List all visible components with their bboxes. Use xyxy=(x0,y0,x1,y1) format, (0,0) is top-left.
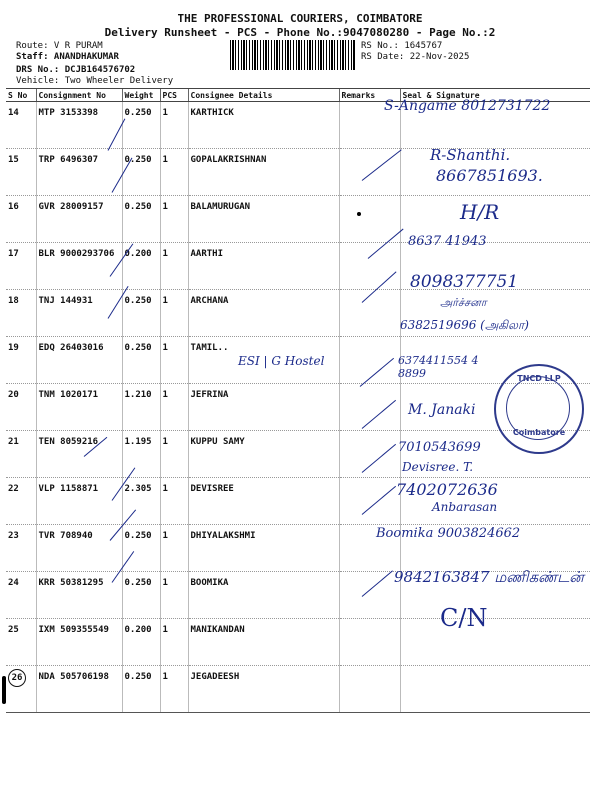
cell-sno: 16 xyxy=(6,196,36,243)
cell-weight: 0.250 xyxy=(122,666,160,713)
cell-pcs: 1 xyxy=(160,478,188,525)
cell-remarks xyxy=(339,196,400,243)
cell-sno: 18 xyxy=(6,290,36,337)
cell-consignee: AARTHI xyxy=(188,243,339,290)
handwriting-row-14: S-Angame 8012731722 xyxy=(384,98,551,114)
handwriting-row-25: 9842163847 மணிகண்டன் xyxy=(394,568,584,586)
handwriting-row-18-name: அர்ச்சனா xyxy=(440,296,487,309)
cell-pcs: 1 xyxy=(160,149,188,196)
cell-consignment: NDA 505706198 xyxy=(36,666,122,713)
cell-sno: 21 xyxy=(6,431,36,478)
handwriting-row-19: 6382519696 (அகிலா) xyxy=(400,318,529,332)
cell-remarks xyxy=(339,666,400,713)
cell-weight: 1.210 xyxy=(122,384,160,431)
cell-weight: 0.250 xyxy=(122,196,160,243)
cell-weight: 2.305 xyxy=(122,478,160,525)
cell-weight: 0.250 xyxy=(122,149,160,196)
cell-pcs: 1 xyxy=(160,196,188,243)
cell-remarks xyxy=(339,149,400,196)
cell-consignee: KUPPU SAMY xyxy=(188,431,339,478)
scan-mark xyxy=(2,676,6,704)
rs-number: RS No.: 1645767 xyxy=(361,41,443,51)
cell-consignee: JEGADEESH xyxy=(188,666,339,713)
handwriting-row-21: M. Janaki xyxy=(408,402,476,418)
cell-weight: 0.250 xyxy=(122,102,160,149)
cell-consignment: KRR 50381295 xyxy=(36,572,122,619)
cell-pcs: 1 xyxy=(160,525,188,572)
cell-sno: 17 xyxy=(6,243,36,290)
vehicle-label: Vehicle: Two Wheeler Delivery xyxy=(16,76,174,86)
col-consignee: Consignee Details xyxy=(188,89,339,102)
cell-sno xyxy=(6,666,36,713)
col-remarks: Remarks xyxy=(339,89,400,102)
cell-pcs: 1 xyxy=(160,243,188,290)
table-row xyxy=(6,666,590,713)
company-title: THE PROFESSIONAL COURIERS, COIMBATORE xyxy=(177,12,423,25)
cell-consignee: BOOMIKA xyxy=(188,572,339,619)
cell-signature xyxy=(400,619,590,666)
cell-consignee: MANIKANDAN xyxy=(188,619,339,666)
col-consignment: Consignment No xyxy=(36,89,122,102)
cell-signature xyxy=(400,666,590,713)
cell-sno: 24 xyxy=(6,572,36,619)
cell-remarks xyxy=(339,290,400,337)
handwriting-row-24: Boomika 9003824662 xyxy=(376,526,521,541)
cell-pcs: 1 xyxy=(160,619,188,666)
cell-consignee: BALAMURUGAN xyxy=(188,196,339,243)
handwriting-row-26: C/N xyxy=(440,604,488,632)
cell-consignment: MTP 3153398 xyxy=(36,102,122,149)
handwriting-row-15-name: R-Shanthi. xyxy=(430,146,511,164)
cell-sno: 25 xyxy=(6,619,36,666)
handwriting-row-15-phone: 8667851693. xyxy=(436,166,543,185)
handwriting-row-17: 8637 41943 xyxy=(408,234,487,249)
col-pcs: PCS xyxy=(160,89,188,102)
cell-sno: 23 xyxy=(6,525,36,572)
circled-sno: 26 xyxy=(8,669,26,687)
table-row xyxy=(6,431,590,478)
cell-consignment: GVR 28009157 xyxy=(36,196,122,243)
cell-consignee: TAMIL.. xyxy=(188,337,339,384)
cell-weight: 0.200 xyxy=(122,243,160,290)
cell-weight: 0.250 xyxy=(122,525,160,572)
cell-remarks xyxy=(339,619,400,666)
barcode xyxy=(230,40,356,70)
stamp-top-text: TNCD LLP xyxy=(517,374,561,383)
cell-consignment: TNM 1020171 xyxy=(36,384,122,431)
cell-consignment: TNJ 144931 xyxy=(36,290,122,337)
cell-pcs: 1 xyxy=(160,666,188,713)
handwriting-row-20-remark: ESI | G Hostel xyxy=(238,354,325,368)
handwriting-row-16: H/R xyxy=(460,200,500,224)
cell-pcs: 1 xyxy=(160,384,188,431)
col-sno: S No xyxy=(6,89,36,102)
handwriting-row-22-name: Devisree. T. xyxy=(402,460,474,474)
cell-remarks xyxy=(339,384,400,431)
drs-label: DRS No.: DCJB164576702 xyxy=(16,65,136,75)
cell-consignee: DEVISREE xyxy=(188,478,339,525)
cell-consignment: TVR 708940 xyxy=(36,525,122,572)
cell-remarks xyxy=(339,431,400,478)
handwriting-row-23-phone: 7402072636 xyxy=(396,480,498,499)
table-row xyxy=(6,619,590,666)
table-row xyxy=(6,478,590,525)
cell-pcs: 1 xyxy=(160,337,188,384)
cell-weight: 1.195 xyxy=(122,431,160,478)
cell-consignment: BLR 9000293706 xyxy=(36,243,122,290)
rs-date: RS Date: 22-Nov-2025 xyxy=(361,52,470,62)
col-weight: Weight xyxy=(122,89,160,102)
cell-pcs: 1 xyxy=(160,572,188,619)
cell-consignment: IXM 509355549 xyxy=(36,619,122,666)
cell-consignment: EDQ 26403016 xyxy=(36,337,122,384)
cell-consignee: KARTHICK xyxy=(188,102,339,149)
handwriting-row-18-phone: 8098377751 xyxy=(410,272,519,292)
cell-sno: 15 xyxy=(6,149,36,196)
cell-weight: 0.250 xyxy=(122,337,160,384)
cell-consignment: VLP 1158871 xyxy=(36,478,122,525)
cell-pcs: 1 xyxy=(160,431,188,478)
handwriting-row-23-name: Anbarasan xyxy=(432,500,498,514)
route-label: Route: V R PURAM xyxy=(16,41,103,51)
cell-sno: 14 xyxy=(6,102,36,149)
cell-weight: 0.200 xyxy=(122,619,160,666)
staff-label: Staff: ANANDHAKUMAR xyxy=(16,52,119,62)
table-row xyxy=(6,196,590,243)
cell-sno: 22 xyxy=(6,478,36,525)
cell-consignee: JEFRINA xyxy=(188,384,339,431)
cell-pcs: 1 xyxy=(160,290,188,337)
cell-consignment: TEN 8059216 xyxy=(36,431,122,478)
cell-remarks xyxy=(339,243,400,290)
cell-remarks xyxy=(339,572,400,619)
cell-weight: 0.250 xyxy=(122,572,160,619)
cell-weight: 0.250 xyxy=(122,290,160,337)
col-signature: Seal & Signature xyxy=(400,89,590,102)
cell-consignee: ARCHANA xyxy=(188,290,339,337)
runsheet-subtitle: Delivery Runsheet - PCS - Phone No.:9047080280 - Page No.:2 xyxy=(104,26,496,39)
stamp-bottom-text: Coimbatore xyxy=(512,428,566,437)
cell-sno: 19 xyxy=(6,337,36,384)
cell-pcs: 1 xyxy=(160,102,188,149)
cell-consignee: DHIYALAKSHMI xyxy=(188,525,339,572)
cell-consignment: TRP 6496307 xyxy=(36,149,122,196)
ink-dot xyxy=(357,212,361,216)
handwriting-row-22-phone: 7010543699 xyxy=(398,440,481,455)
cell-sno: 20 xyxy=(6,384,36,431)
handwriting-row-20: 6374411554 4 8899 xyxy=(398,354,479,380)
cell-consignee: GOPALAKRISHNAN xyxy=(188,149,339,196)
cell-remarks xyxy=(339,478,400,525)
company-stamp xyxy=(494,364,584,454)
